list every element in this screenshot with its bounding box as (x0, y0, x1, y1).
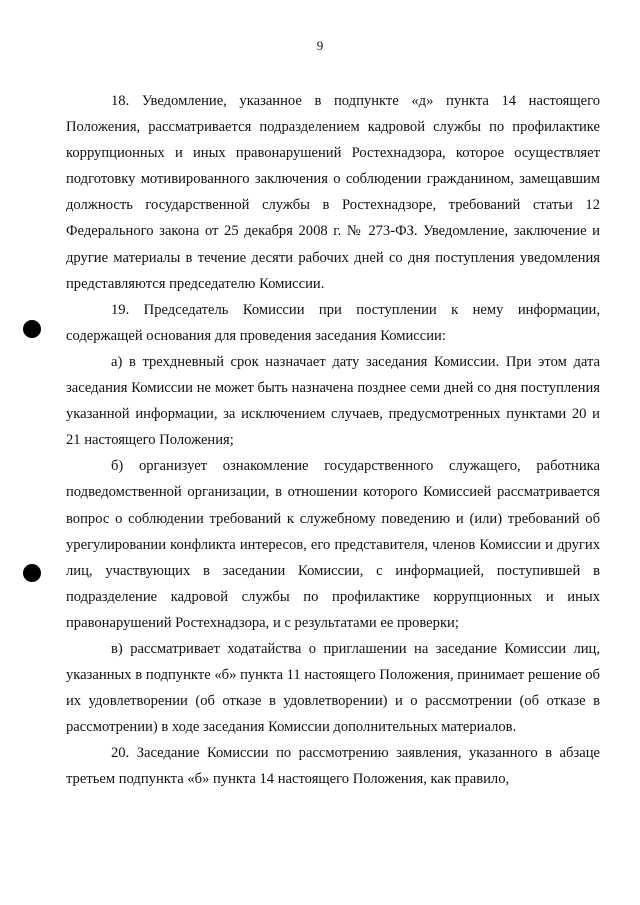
paragraph-19: 19. Председатель Комиссии при поступлении к нему информации, содержащей основания для проведения заседания Комиссии: (66, 301, 600, 344)
paragraph-18: 18. Уведомление, указанное в подпункте «д» пункта 14 настоящего Положения, рассматривается подразделением кадровой службы по профилактике коррупционных и иных правонарушений Ростехнадзора, которое осуществляет подготовку мотивированного заключения о соблюдении гражданином, замещавшим должность государственной службы в Ростехнадзоре, требований статьи 12 Федерального закона от 25 декабря 2008 г. № 273-ФЗ. Уведомление, заключение и другие материалы в течение десяти рабочих дней со дня поступления уведомления представляются председателю Комиссии. (66, 93, 600, 292)
punch-hole (23, 564, 41, 582)
page-number: 9 (316, 38, 324, 53)
subparagraph-v: в) рассматривает ходатайства о приглашении на заседание Комиссии лиц, указанных в подпункте «б» пункта 11 настоящего Положения, принимает решение об их удовлетворении (об отказе в удовлетворении) и о рассмотрении (об отказе в рассмотрении) в ходе заседания Комиссии дополнительных материалов. (66, 640, 600, 736)
subparagraph-b: б) организует ознакомление государственного служащего, работника подведомственной организации, в отношении которого Комиссией рассматривается вопрос о соблюдении требований к служебному поведению и (или) требований об урегулировании конфликта интересов, его представителя, членов Комиссии и других лиц, участвующих в заседании Комиссии, с информацией, поступившей в подразделение кадровой службы по профилактике коррупционных и иных правонарушений Ростехнадзора, и с результатами ее проверки; (66, 458, 600, 631)
punch-hole (23, 320, 41, 338)
subparagraph-a: а) в трехдневный срок назначает дату заседания Комиссии. При этом дата заседания Комиссии не может быть назначена позднее семи дней со дня поступления указанной информации, за исключением случаев, предусмотренных пунктами 20 и 21 настоящего Положения; (66, 353, 600, 449)
document-body (66, 88, 600, 793)
paragraph-20: 20. Заседание Комиссии по рассмотрению заявления, указанного в абзаце третьем подпункта «б» пункта 14 настоящего Положения, как правило, (66, 745, 600, 788)
